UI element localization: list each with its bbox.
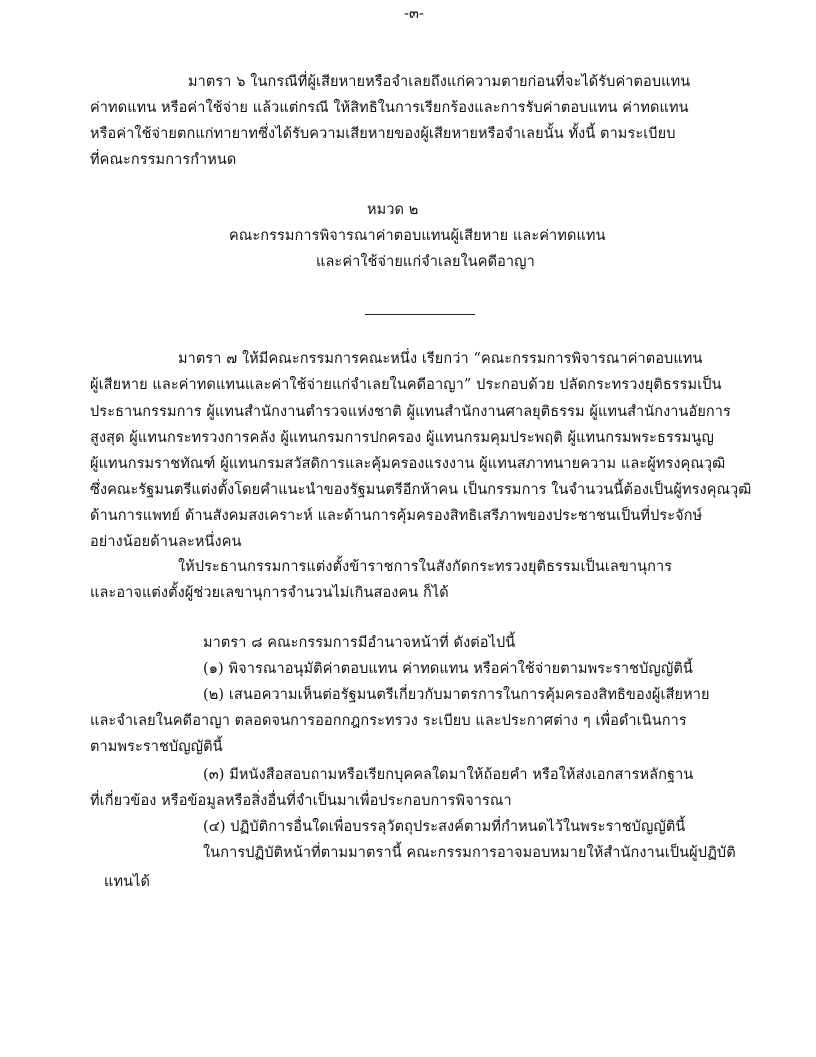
section-7-line: และอาจแต่งตั้งผู้ช่วยเลขานุการจำนวนไม่เกินสองคน ก็ได้ <box>90 585 449 601</box>
section-7-line: มาตรา ๗ ให้มีคณะกรรมการคณะหนึ่ง เรียกว่า “คณะกรรมการพิจารณาค่าตอบแทน <box>178 351 703 367</box>
section-6-line: มาตรา ๖ ในกรณีที่ผู้เสียหายหรือจำเลยถึงแก่ความตายก่อนที่จะได้รับค่าตอบแทน <box>188 74 691 90</box>
section-7-line: ซึ่งคณะรัฐมนตรีแต่งตั้งโดยคำแนะนำของรัฐมนตรีอีกห้าคน เป็นกรรมการ ในจำนวนนี้ต้องเป็นผู้ทรงคุณวุฒิ <box>90 482 752 498</box>
section-7-line: ด้านการแพทย์ ด้านสังคมสงเคราะห์ และด้านการคุ้มครองสิทธิเสรีภาพของประชาชนเป็นที่ประจักษ์ <box>90 508 703 524</box>
section-7-line: ผู้เสียหาย และค่าทดแทนและค่าใช้จ่ายแก่จำเลยในคดีอาญา” ประกอบด้วย ปลัดกระทรวงยุติธรรมเป็น <box>90 377 722 393</box>
section-8-item: (๔) ปฏิบัติการอื่นใดเพื่อบรรลุวัตถุประสงค์ตามที่กำหนดไว้ในพระราชบัญญัตินี้ <box>203 819 686 835</box>
section-8-line: มาตรา ๘ คณะกรรมการมีอำนาจหน้าที่ ดังต่อไปนี้ <box>203 635 516 651</box>
section-8-item: (๓) มีหนังสือสอบถามหรือเรียกบุคคลใดมาให้ถ้อยคำ หรือให้ส่งเอกสารหลักฐาน <box>203 767 694 783</box>
section-8-line: ในการปฏิบัติหน้าที่ตามมาตรานี้ คณะกรรมการอาจมอบหมายให้สำนักงานเป็นผู้ปฏิบัติ <box>203 845 736 861</box>
section-8-item: (๑) พิจารณาอนุมัติค่าตอบแทน ค่าทดแทน หรือค่าใช้จ่ายตามพระราชบัญญัตินี้ <box>203 661 693 677</box>
section-6-line: ที่คณะกรรมการกำหนด <box>90 152 237 168</box>
section-8-line: ที่เกี่ยวข้อง หรือข้อมูลหรือสิ่งอื่นที่จำเป็นมาเพื่อประกอบการพิจารณา <box>90 793 512 809</box>
section-8-line: และจำเลยในคดีอาญา ตลอดจนการออกกฎกระทรวง ระเบียบ และประกาศต่าง ๆ เพื่อดำเนินการ <box>90 713 687 729</box>
section-8-item: (๒) เสนอความเห็นต่อรัฐมนตรีเกี่ยวกับมาตรการในการคุ้มครองสิทธิของผู้เสียหาย <box>203 687 710 703</box>
chapter-title-line: และค่าใช้จ่ายแก่จำเลยในคดีอาญา <box>316 254 535 270</box>
section-8-line: ตามพระราชบัญญัตินี้ <box>90 739 223 755</box>
chapter-number: หมวด ๒ <box>367 202 419 218</box>
section-8-line: แทนได้ <box>104 874 151 890</box>
chapter-divider <box>365 314 475 315</box>
chapter-title-line: คณะกรรมการพิจารณาค่าตอบแทนผู้เสียหาย และค่าทดแทน <box>229 228 606 244</box>
section-6-line: หรือค่าใช้จ่ายตกแก่ทายาทซึ่งได้รับความเสียหายของผู้เสียหายหรือจำเลยนั้น ทั้งนี้ ตามระเบียบ <box>90 126 676 142</box>
section-7-line: ประธานกรรมการ ผู้แทนสำนักงานตำรวจแห่งชาติ ผู้แทนสำนักงานศาลยุติธรรม ผู้แทนสำนักงานอัยการ <box>90 404 731 420</box>
section-7-line: ให้ประธานกรรมการแต่งตั้งข้าราชการในสังกัดกระทรวงยุติธรรมเป็นเลขานุการ <box>178 559 673 575</box>
section-7-line: ผู้แทนกรมราชทัณฑ์ ผู้แทนกรมสวัสดิการและคุ้มครองแรงงาน ผู้แทนสภาทนายความ และผู้ทรงคุณวุฒิ <box>90 456 726 472</box>
section-7-line: สูงสุด ผู้แทนกระทรวงการคลัง ผู้แทนกรมการปกครอง ผู้แทนกรมคุมประพฤติ ผู้แทนกรมพระธรรมนูญ <box>90 430 714 446</box>
section-7-line: อย่างน้อยด้านละหนึ่งคน <box>90 534 242 550</box>
page-number: -๓- <box>404 6 425 22</box>
section-6-line: ค่าทดแทน หรือค่าใช้จ่าย แล้วแต่กรณี ให้สิทธิในการเรียกร้องและการรับค่าตอบแทน ค่าทดแทน <box>90 100 689 116</box>
